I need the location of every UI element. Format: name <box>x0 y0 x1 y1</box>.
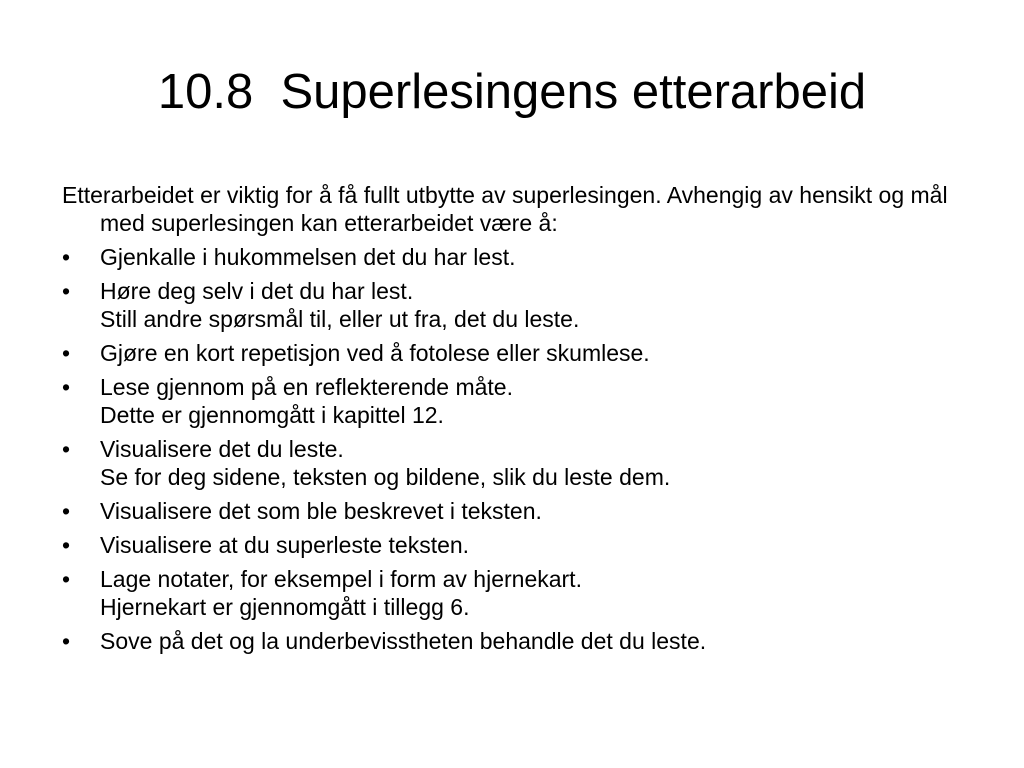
bullet-item <box>62 497 962 525</box>
bullet-text: Høre deg selv i det du har lest. <box>100 278 414 304</box>
bullet-item <box>62 565 962 621</box>
bullet-item <box>62 243 962 271</box>
bullet-text: Lese gjennom på en reflekterende måte. <box>100 374 513 400</box>
bullet-text: Visualisere at du superleste teksten. <box>100 532 470 558</box>
bullet-item <box>62 339 962 367</box>
bullet-subtext: Still andre spørsmål til, eller ut fra, det du leste. <box>100 306 580 332</box>
bullet-text: Visualisere det du leste. <box>100 436 344 462</box>
bullet-item <box>62 373 962 429</box>
bullet-subtext: Dette er gjennomgått i kapittel 12. <box>100 402 444 428</box>
bullet-dot-icon: • <box>62 498 71 524</box>
bullet-item <box>62 531 962 559</box>
bullet-text: Sove på det og la underbevisstheten behandle det du leste. <box>100 628 707 654</box>
bullet-item <box>62 627 962 655</box>
bullet-text: Gjenkalle i hukommelsen det du har lest. <box>100 244 516 270</box>
bullet-dot-icon: • <box>62 244 71 270</box>
bullet-subtext: Se for deg sidene, teksten og bildene, slik du leste dem. <box>100 464 671 490</box>
bullet-dot-icon: • <box>62 374 71 400</box>
bullet-text: Lage notater, for eksempel i form av hjernekart. <box>100 566 582 592</box>
bullet-subtext: Hjernekart er gjennomgått i tillegg 6. <box>100 594 470 620</box>
bullet-list <box>62 243 962 655</box>
bullet-item <box>62 277 962 333</box>
bullet-dot-icon: • <box>62 566 71 592</box>
bullet-text: Visualisere det som ble beskrevet i teksten. <box>100 498 542 524</box>
bullet-dot-icon: • <box>62 436 71 462</box>
bullet-dot-icon: • <box>62 628 71 654</box>
slide-title: 10.8 Superlesingens etterarbeid <box>157 65 867 119</box>
intro-paragraph: Etterarbeidet er viktig for å få fullt utbytte av superlesingen. Avhengig av hensikt og mål med superlesingen kan etterarbeidet være å: <box>62 182 948 236</box>
bullet-dot-icon: • <box>62 340 71 366</box>
bullet-dot-icon: • <box>62 532 71 558</box>
bullet-text: Gjøre en kort repetisjon ved å fotolese eller skumlese. <box>100 340 650 366</box>
bullet-item <box>62 435 962 491</box>
slide-body <box>62 181 962 661</box>
bullet-dot-icon: • <box>62 278 71 304</box>
